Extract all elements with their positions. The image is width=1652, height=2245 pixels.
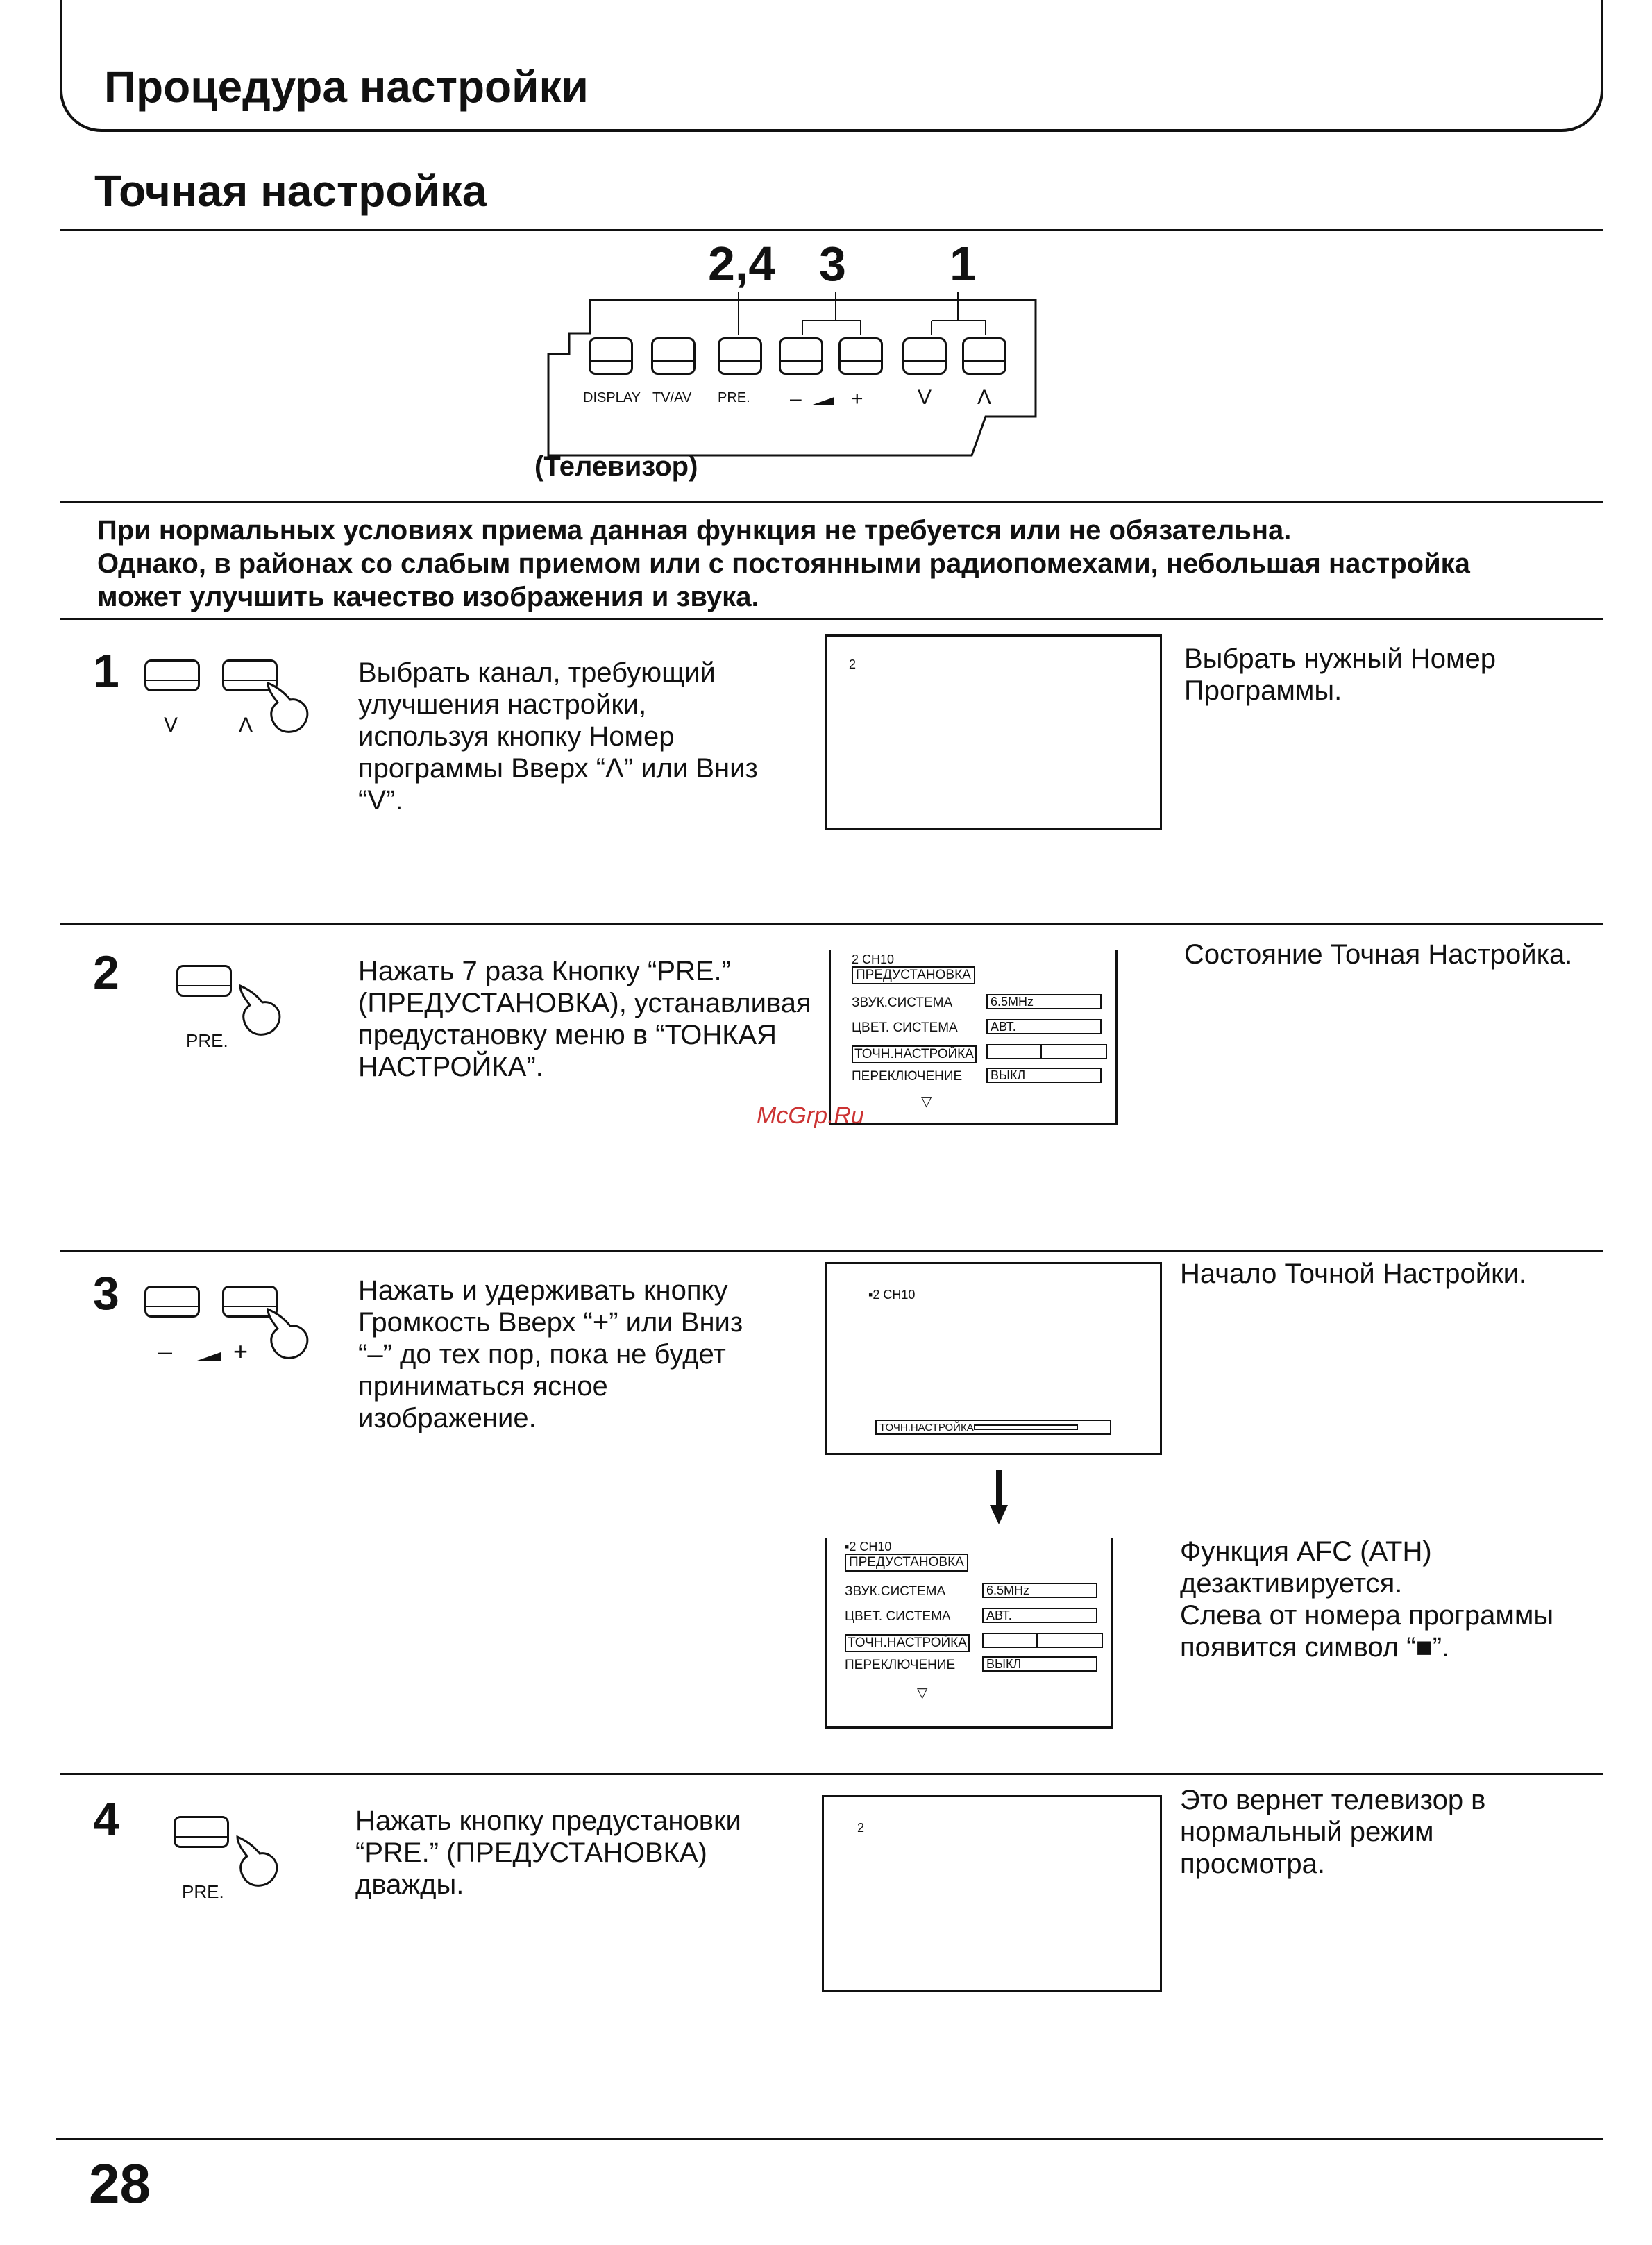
note-line: Функция AFC (АТН) [1180,1536,1432,1567]
text-line: “V”. [358,785,403,816]
menu-label: ЦВЕТ. СИСТЕМА [845,1609,951,1624]
tv-screen [825,1262,1162,1455]
program-number: 2 [857,1821,865,1835]
menu-title: ПРЕДУСТАНОВКА [845,1554,968,1572]
intro-line: При нормальных условиях приема данная функция не требуется или не обязательна. [97,515,1292,546]
step-2-instructions [358,955,830,1083]
note-line: Слева от номера программы [1180,1600,1554,1631]
note-line: Состояние Точная Настройка. [1184,939,1573,970]
switch-field[interactable]: ВЫКЛ [982,1656,1097,1672]
scroll-down-icon: ▽ [921,1094,932,1109]
step-4-note [1180,1784,1610,1880]
tv-panel-outline [541,292,1055,465]
step-1-instructions [358,657,816,816]
v-label: V [164,714,178,737]
text-line: Нажать кнопку предустановки [355,1806,741,1836]
tv-screen [822,1795,1162,1992]
pre-button[interactable] [174,1816,229,1848]
note-line: Выбрать нужный Номер [1184,644,1496,674]
text-line: дважды. [355,1869,464,1900]
intro-line: может улучшить качество изображения и звука. [97,582,759,612]
volume-wedge-icon [197,1351,225,1362]
display-button[interactable] [589,337,633,375]
fine-tune-bar-label: ТОЧН.НАСТРОЙКА [879,1422,974,1433]
v-label: V [918,386,932,409]
callout-3: 3 [819,237,846,291]
note-line: нормальный режим [1180,1817,1434,1847]
tv-av-label: TV/AV [652,390,692,405]
program-number: 2 [849,657,857,671]
text-line: (ПРЕДУСТАНОВКА), устанавливая [358,988,811,1018]
hand-pointer-icon [236,983,285,1039]
preset-menu-screen [829,950,1118,1125]
tv-av-button[interactable] [651,337,696,375]
channel-readout: ▪2 CH10 [845,1540,892,1554]
fine-tune-bar [875,1420,1111,1435]
text-line: используя кнопку Номер [358,721,675,752]
fine-tune-slider[interactable] [986,1044,1107,1059]
minus-label: – [790,387,802,410]
text-line: Нажать и удерживать кнопку [358,1275,728,1306]
step-number: 3 [93,1267,119,1320]
hand-pointer-icon [264,680,312,736]
menu-label: ПЕРЕКЛЮЧЕНИЕ [852,1069,963,1084]
note-line: Начало Точной Настройки. [1180,1259,1527,1289]
volume-down-button[interactable] [144,1286,200,1318]
text-line: предустановку меню в “ТОНКАЯ [358,1020,777,1050]
color-system-field[interactable]: АВТ. [982,1608,1097,1623]
page-header-title: Процедура настройки [104,62,589,112]
program-down-button[interactable] [144,659,200,691]
arrow-down-icon [988,1470,1009,1526]
display-label: DISPLAY [583,390,641,405]
step-number: 1 [93,645,119,698]
text-line: “PRE.” (ПРЕДУСТАНОВКА) [355,1838,707,1868]
pre-button[interactable] [176,965,232,997]
step-number: 2 [93,946,119,999]
page-number: 28 [89,2153,151,2214]
step-4-instructions [355,1805,814,1901]
text-line: Выбрать канал, требующий [358,657,716,688]
slider-marker [1036,1634,1038,1647]
note-line: появится символ “■”. [1180,1632,1450,1663]
divider [60,1773,1603,1775]
hand-pointer-icon [264,1306,312,1362]
intro-text [97,514,1555,614]
volume-down-button[interactable] [779,337,823,375]
minus-label: – [158,1337,173,1365]
note-line: Это вернет телевизор в [1180,1785,1486,1815]
sound-system-field[interactable]: 6.5MHz [986,994,1102,1009]
fine-tune-slider[interactable] [982,1633,1103,1648]
section-title: Точная настройка [94,166,487,216]
volume-up-button[interactable] [838,337,883,375]
intro-line: Однако, в районах со слабым приемом или с постоянными радиопомехами, небольшая настройка [97,548,1470,579]
volume-wedge-icon [811,396,838,407]
text-line: Громкость Вверх “+” или Вниз [358,1307,743,1338]
text-line: приниматься ясное [358,1371,608,1402]
note-line: просмотра. [1180,1849,1325,1879]
note-line: Программы. [1184,675,1342,706]
caret-label: Λ [239,714,253,737]
watermark: McGrp.Ru [757,1102,864,1129]
divider [60,1250,1603,1252]
tv-screen [825,634,1162,830]
switch-field[interactable]: ВЫКЛ [986,1068,1102,1083]
pre-label: PRE. [186,1030,228,1051]
text-line: программы Вверх “Λ” или Вниз [358,753,758,784]
sound-system-field[interactable]: 6.5MHz [982,1583,1097,1598]
menu-label-selected: ТОЧН.НАСТРОЙКА [852,1045,977,1063]
step-3-note [1180,1258,1610,1290]
channel-readout: ▪2 CH10 [868,1288,916,1302]
step-3-instructions [358,1275,816,1434]
program-down-button[interactable] [902,337,947,375]
callout-1: 1 [950,237,977,291]
plus-label: + [233,1337,248,1365]
divider [60,501,1603,503]
note-line: дезактивируется. [1180,1568,1403,1599]
preset-menu-screen [825,1538,1113,1729]
step-2-note [1184,939,1615,970]
text-line: “–” до тех пор, пока не будет [358,1339,726,1370]
text-line: изображение. [358,1403,537,1433]
menu-label: ПЕРЕКЛЮЧЕНИЕ [845,1658,956,1672]
divider [60,229,1603,231]
callout-2-4: 2,4 [708,237,776,291]
plus-label: + [851,387,863,410]
menu-title: ПРЕДУСТАНОВКА [852,966,975,984]
menu-label-selected: ТОЧН.НАСТРОЙКА [845,1634,970,1652]
divider [60,923,1603,925]
pre-button[interactable] [718,337,762,375]
step-1-note [1184,643,1601,707]
divider [56,2138,1603,2140]
step-number: 4 [93,1793,119,1846]
fine-tune-gauge [974,1424,1078,1430]
panel-caption: (Телевизор) [534,451,698,482]
pre-label: PRE. [718,390,750,405]
text-line: Нажать 7 раза Кнопку “PRE.” [358,956,731,986]
step-3-note-afc [1180,1536,1624,1663]
slider-marker [1040,1045,1042,1058]
divider [60,618,1603,620]
color-system-field[interactable]: АВТ. [986,1019,1102,1034]
text-line: улучшения настройки, [358,689,647,720]
menu-label: ЗВУК.СИСТЕМА [852,995,953,1010]
menu-label: ЗВУК.СИСТЕМА [845,1584,946,1599]
menu-label: ЦВЕТ. СИСТЕМА [852,1020,958,1035]
scroll-down-icon: ▽ [917,1685,928,1701]
caret-label: Λ [977,386,992,409]
channel-readout: 2 CH10 [852,952,895,966]
program-up-button[interactable] [962,337,1006,375]
pre-label: PRE. [182,1881,224,1902]
text-line: НАСТРОЙКА”. [358,1052,543,1082]
hand-pointer-icon [233,1834,282,1890]
